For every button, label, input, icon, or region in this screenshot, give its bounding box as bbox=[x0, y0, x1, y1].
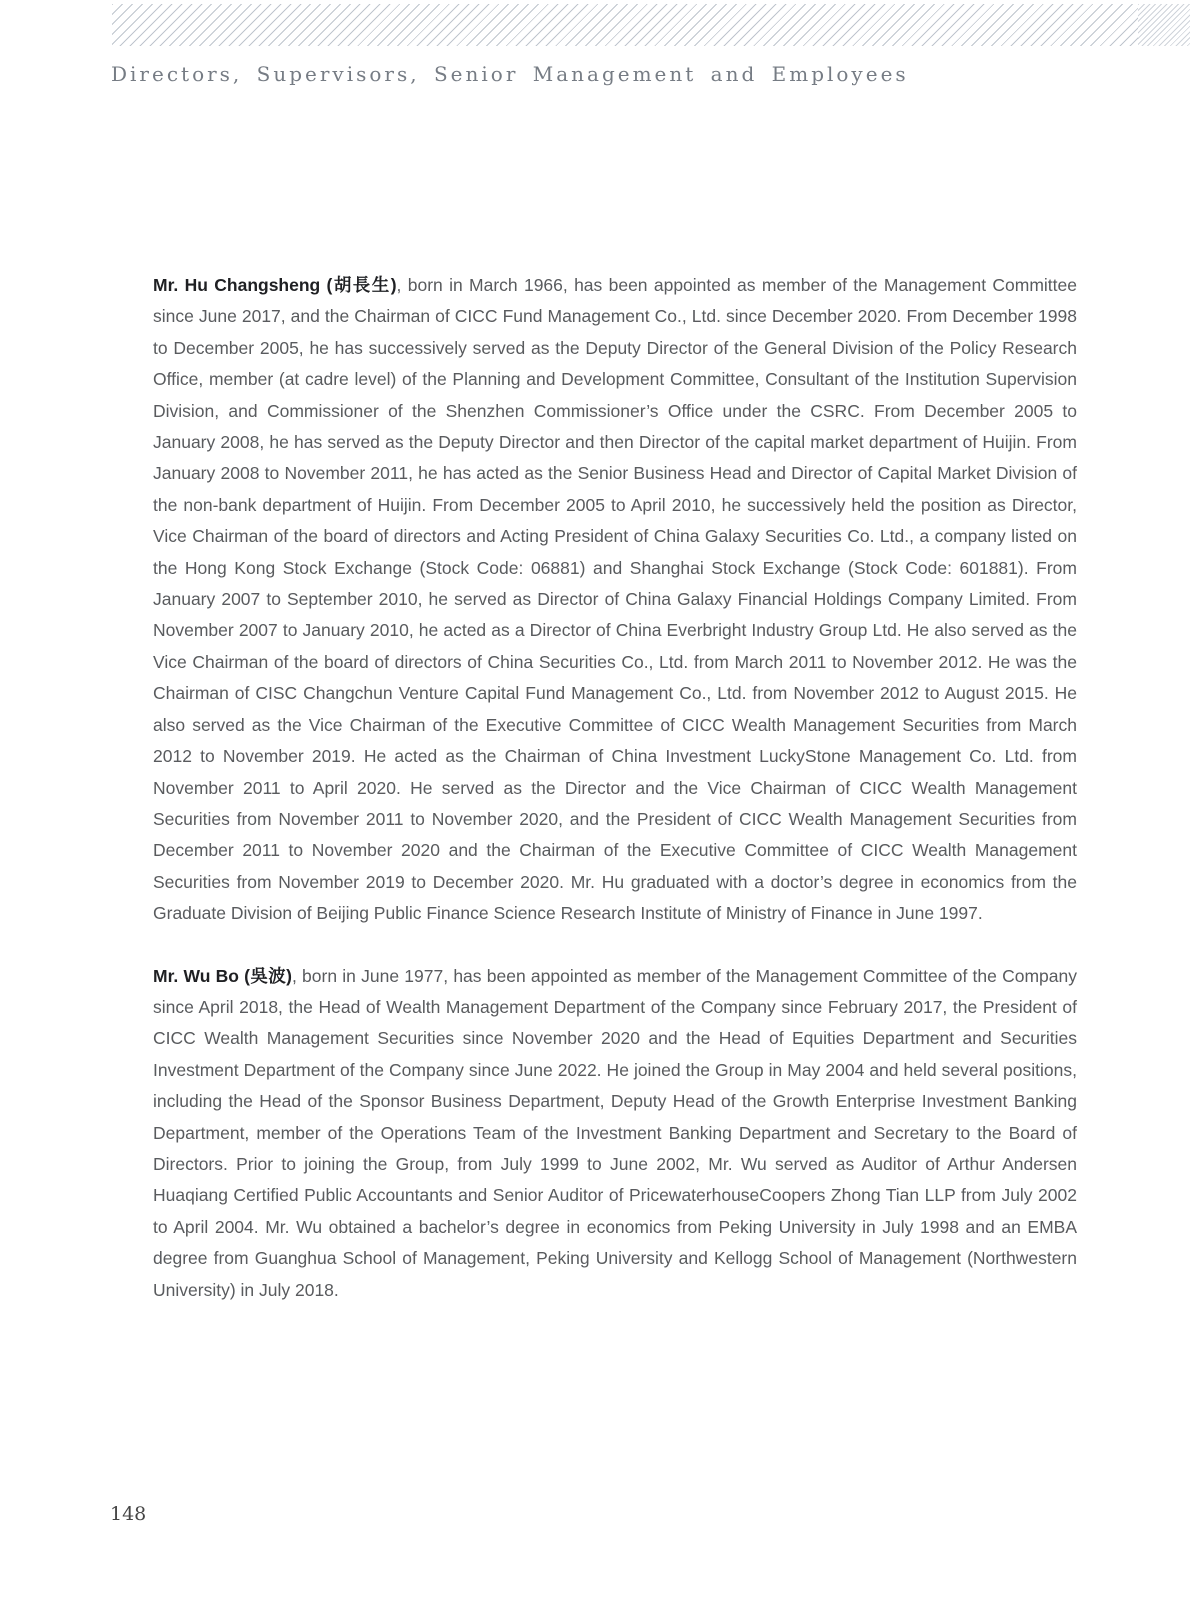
person-name-hu-changsheng: Mr. Hu Changsheng (胡長生) bbox=[153, 275, 397, 295]
bio-text-hu-changsheng: , born in March 1966, has been appointed as member of the Management Committee since June 2017, and the Chairman of CICC Fund Management Co., Ltd. since December 2020. From December 1998 to December 2005, he has successively served as the Deputy Director of the General Division of the Policy Research Office, member (at cadre level) of the Planning and Development Committee, Consultant of the Institution Supervision Division, and Commissioner of the Shenzhen Commissioner’s Office under the CSRC. From December 2005 to January 2008, he has served as the Deputy Director and then Director of the capital market department of Huijin. From January 2008 to November 2011, he has acted as the Senior Business Head and Director of Capital Market Division of the non-bank department of Huijin. From December 2005 to April 2010, he successively held the position as Director, Vice Chairman of the board of directors and Acting President of China Galaxy Securities Co. Ltd., a company listed on the Hong Kong Stock Exchange (Stock Code: 06881) and Shanghai Stock Exchange (Stock Code: 601881). From January 2007 to September 2010, he served as Director of China Galaxy Financial Holdings Company Limited. From November 2007 to January 2010, he acted as a Director of China Everbright Industry Group Ltd. He also served as the Vice Chairman of the board of directors of China Securities Co., Ltd. from March 2011 to November 2012. He was the Chairman of CISC Changchun Venture Capital Fund Management Co., Ltd. from November 2012 to August 2015. He also served as the Vice Chairman of the Executive Committee of CICC Wealth Management Securities from March 2012 to November 2019. He acted as the Chairman of China Investment LuckyStone Management Co. Ltd. from November 2011 to April 2020. He served as the Director and the Vice Chairman of CICC Wealth Management Securities from November 2011 to November 2020, and the President of CICC Wealth Management Securities from December 2011 to November 2020 and the Chairman of the Executive Committee of CICC Wealth Management Securities from November 2019 to December 2020. Mr. Hu graduated with a doctor’s degree in economics from the Graduate Division of Beijing Public Finance Science Research Institute of Ministry of Finance in June 1997. bbox=[153, 275, 1077, 924]
person-name-wu-bo: Mr. Wu Bo (吳波) bbox=[153, 965, 292, 986]
decorative-hatch-fine-edge bbox=[1138, 4, 1190, 46]
page-number: 148 bbox=[110, 1503, 147, 1525]
decorative-hatch-band bbox=[112, 4, 1190, 46]
bio-paragraph-wu-bo bbox=[153, 961, 1077, 1306]
bio-paragraph-hu-changsheng bbox=[153, 270, 1077, 930]
content-area bbox=[153, 270, 1077, 1306]
page-title: Directors, Supervisors, Senior Management and Employees bbox=[111, 62, 909, 86]
bio-text-wu-bo: , born in June 1977, has been appointed as member of the Management Committee of the Company since April 2018, the Head of Wealth Management Department of the Company since February 2017, the President of CICC Wealth Management Securities since November 2020 and the Head of Equities Department and Securities Investment Department of the Company since June 2022. He joined the Group in May 2004 and held several positions, including the Head of the Sponsor Business Department, Deputy Head of the Growth Enterprise Investment Banking Department, member of the Operations Team of the Investment Banking Department and Secretary to the Board of Directors. Prior to joining the Group, from July 1999 to June 2002, Mr. Wu served as Auditor of Arthur Andersen Huaqiang Certified Public Accountants and Senior Auditor of PricewaterhouseCoopers Zhong Tian LLP from July 2002 to April 2004. Mr. Wu obtained a bachelor’s degree in economics from Peking University in July 1998 and an EMBA degree from Guanghua School of Management, Peking University and Kellogg School of Management (Northwestern University) in July 2018. bbox=[153, 965, 1077, 1300]
